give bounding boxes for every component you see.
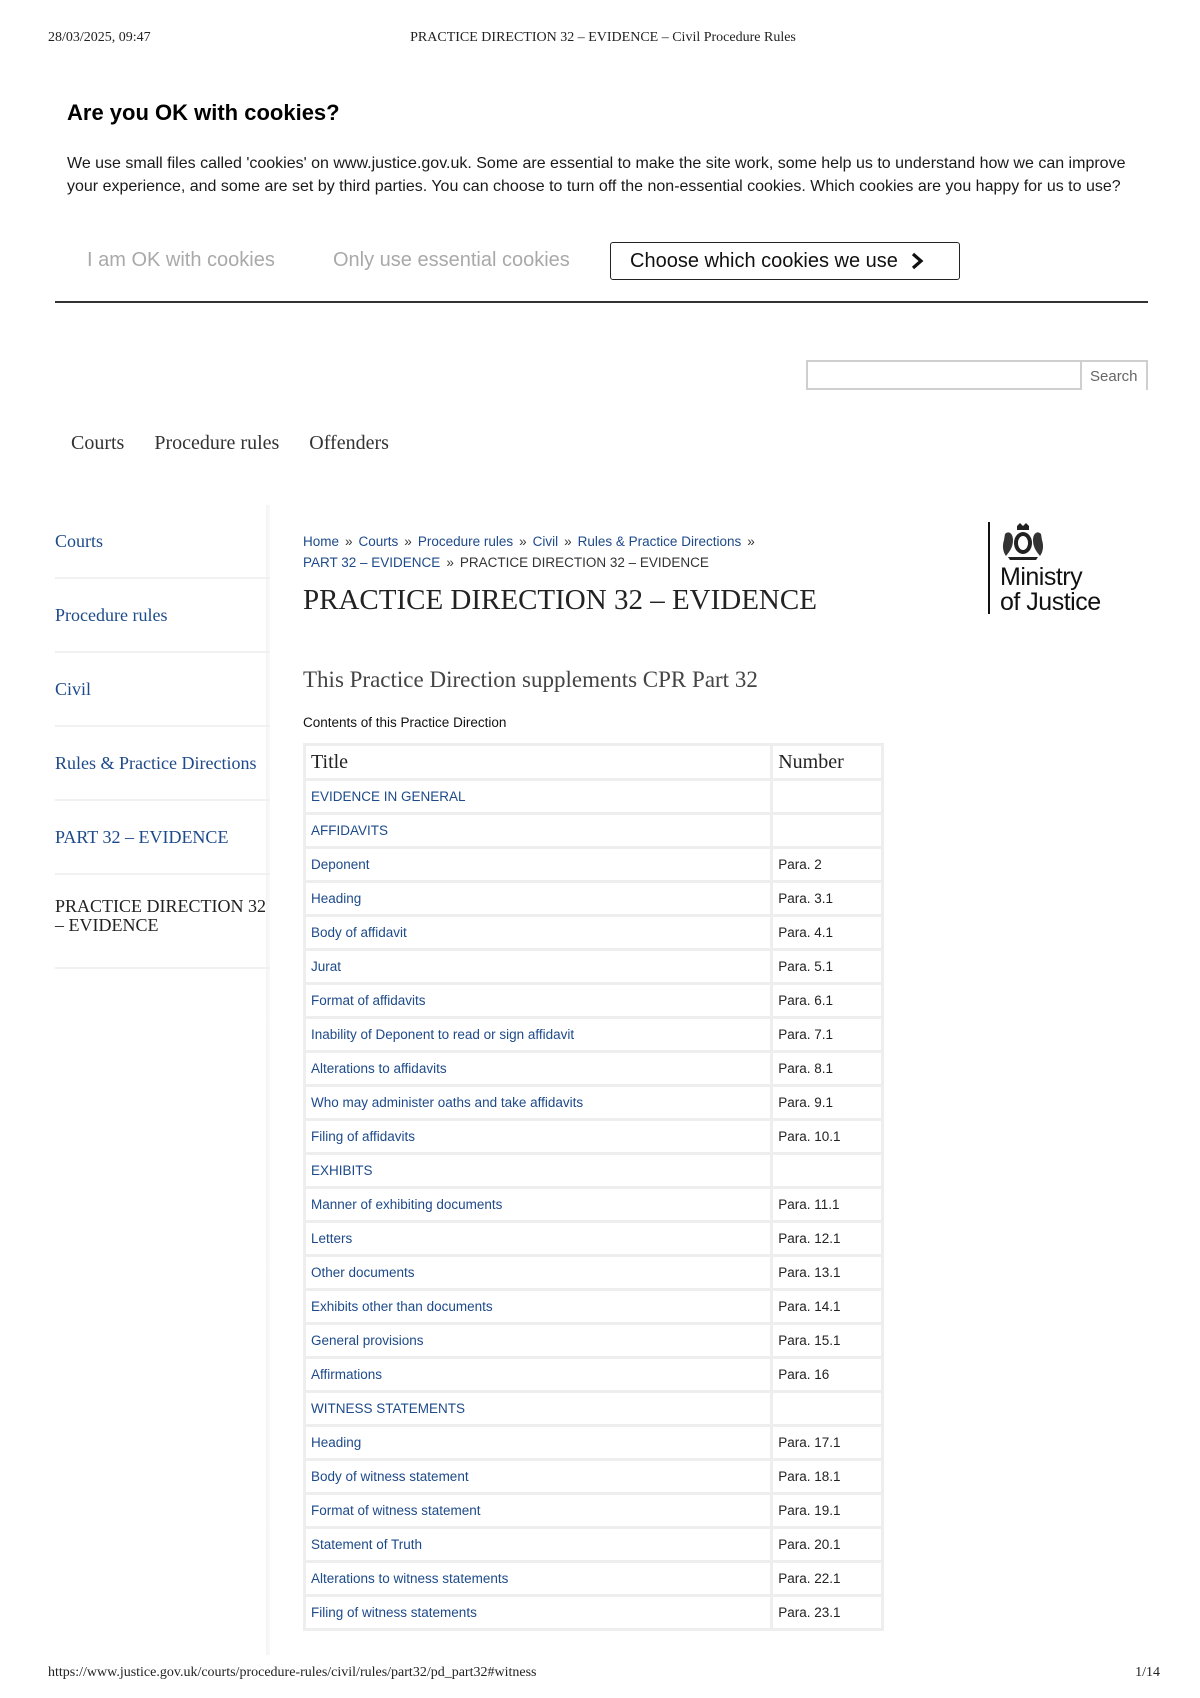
table-cell-number: Para. 18.1 [772, 1460, 883, 1494]
breadcrumb-procedure-rules[interactable]: Procedure rules [417, 534, 514, 549]
table-row [305, 1358, 883, 1392]
table-row [305, 1426, 883, 1460]
table-cell-title[interactable]: AFFIDAVITS [305, 814, 772, 848]
table-cell-number [772, 1154, 883, 1188]
breadcrumb-part-32[interactable]: PART 32 – EVIDENCE [303, 555, 441, 570]
table-cell-number: Para. 8.1 [772, 1052, 883, 1086]
sidebar-item-practice-direction-32[interactable]: PRACTICE DIRECTION 32 – EVIDENCE [55, 875, 270, 969]
table-cell-title[interactable]: Body of witness statement [305, 1460, 772, 1494]
breadcrumb-separator: » [747, 534, 755, 549]
table-header-row [305, 745, 883, 780]
table-cell-number: Para. 10.1 [772, 1120, 883, 1154]
table-row [305, 950, 883, 984]
table-row [305, 848, 883, 882]
table-row [305, 1596, 883, 1630]
table-row [305, 1256, 883, 1290]
table-row [305, 1528, 883, 1562]
table-cell-number: Para. 20.1 [772, 1528, 883, 1562]
contents-table [303, 743, 884, 1631]
table-cell-title[interactable]: Inability of Deponent to read or sign affidavit [305, 1018, 772, 1052]
table-cell-number: Para. 11.1 [772, 1188, 883, 1222]
logo-text-ministry: Ministry [1000, 563, 1083, 591]
table-row [305, 1324, 883, 1358]
table-cell-title[interactable]: Filing of witness statements [305, 1596, 772, 1630]
table-cell-title[interactable]: EXHIBITS [305, 1154, 772, 1188]
breadcrumb-separator: » [446, 555, 454, 570]
royal-crest-icon [1000, 522, 1046, 565]
table-row [305, 1460, 883, 1494]
table-row [305, 984, 883, 1018]
table-cell-number: Para. 2 [772, 848, 883, 882]
choose-cookies-label: Choose which cookies we use [630, 249, 898, 272]
table-cell-number: Para. 15.1 [772, 1324, 883, 1358]
table-cell-number [772, 780, 883, 814]
ministry-of-justice-logo[interactable] [988, 522, 1128, 616]
search-button[interactable]: Search [1082, 360, 1148, 390]
chevron-right-icon [910, 252, 924, 270]
cookie-banner-text: We use small files called 'cookies' on www.justice.gov.uk. Some are essential to make the site work, some help us to understand how we can improve your experience, and some are set by third parties. You can choose to turn off the non-essential cookies. Which cookies are you happy for us to use? [67, 155, 1126, 195]
table-cell-title[interactable]: Body of affidavit [305, 916, 772, 950]
breadcrumb-separator: » [404, 534, 412, 549]
table-cell-number: Para. 23.1 [772, 1596, 883, 1630]
table-cell-title[interactable]: Format of witness statement [305, 1494, 772, 1528]
page-title: PRACTICE DIRECTION 32 – EVIDENCE [303, 584, 817, 616]
breadcrumb-separator: » [564, 534, 572, 549]
sidebar [55, 505, 270, 1655]
table-cell-title[interactable]: Jurat [305, 950, 772, 984]
table-cell-title[interactable]: Alterations to affidavits [305, 1052, 772, 1086]
top-nav-procedure-rules[interactable]: Procedure rules [154, 432, 280, 454]
table-cell-title[interactable]: Format of affidavits [305, 984, 772, 1018]
breadcrumb-rules-practice-directions[interactable]: Rules & Practice Directions [577, 534, 742, 549]
table-cell-number: Para. 22.1 [772, 1562, 883, 1596]
table-row [305, 1290, 883, 1324]
print-footer [48, 1665, 1160, 1685]
table-row [305, 1562, 883, 1596]
choose-cookies-button[interactable] [610, 242, 960, 280]
table-row [305, 1494, 883, 1528]
table-cell-number: Para. 17.1 [772, 1426, 883, 1460]
table-cell-title[interactable]: Other documents [305, 1256, 772, 1290]
sidebar-item-courts[interactable]: Courts [55, 505, 270, 579]
table-row [305, 916, 883, 950]
table-cell-title[interactable]: General provisions [305, 1324, 772, 1358]
breadcrumb-civil[interactable]: Civil [532, 534, 559, 549]
top-nav-courts[interactable]: Courts [71, 432, 125, 454]
breadcrumb-current: PRACTICE DIRECTION 32 – EVIDENCE [459, 555, 709, 570]
essential-cookies-button[interactable]: Only use essential cookies [333, 249, 570, 271]
breadcrumb-home[interactable]: Home [303, 534, 340, 549]
search-input[interactable] [806, 360, 1082, 390]
print-datetime: 28/03/2025, 09:47 [48, 30, 151, 45]
print-page-number: 1/14 [1135, 1665, 1160, 1680]
table-cell-number: Para. 5.1 [772, 950, 883, 984]
table-cell-title[interactable]: Filing of affidavits [305, 1120, 772, 1154]
sidebar-item-part-32[interactable]: PART 32 – EVIDENCE [55, 801, 270, 875]
breadcrumb-separator: » [519, 534, 527, 549]
table-cell-title[interactable]: Alterations to witness statements [305, 1562, 772, 1596]
table-row [305, 814, 883, 848]
table-cell-title[interactable]: Who may administer oaths and take affidavits [305, 1086, 772, 1120]
column-header-number: Number [772, 745, 883, 780]
table-cell-number: Para. 3.1 [772, 882, 883, 916]
table-cell-number: Para. 14.1 [772, 1290, 883, 1324]
breadcrumb [303, 531, 803, 573]
table-row [305, 882, 883, 916]
table-cell-number [772, 1392, 883, 1426]
print-page-title: PRACTICE DIRECTION 32 – EVIDENCE – Civil Procedure Rules [410, 30, 796, 45]
table-row [305, 1052, 883, 1086]
table-cell-title[interactable]: Affirmations [305, 1358, 772, 1392]
logo-text-of-justice: of Justice [1000, 588, 1101, 616]
table-body [305, 780, 883, 1630]
table-cell-title[interactable]: EVIDENCE IN GENERAL [305, 780, 772, 814]
table-cell-title[interactable]: WITNESS STATEMENTS [305, 1392, 772, 1426]
table-cell-number: Para. 16 [772, 1358, 883, 1392]
table-cell-title[interactable]: Manner of exhibiting documents [305, 1188, 772, 1222]
table-row [305, 780, 883, 814]
contents-label: Contents of this Practice Direction [303, 715, 507, 730]
sidebar-item-civil[interactable]: Civil [55, 653, 270, 727]
table-row [305, 1222, 883, 1256]
table-row [305, 1154, 883, 1188]
cookie-banner-heading: Are you OK with cookies? [67, 100, 340, 125]
column-header-title: Title [305, 745, 772, 780]
table-cell-title[interactable]: Letters [305, 1222, 772, 1256]
table-cell-number: Para. 19.1 [772, 1494, 883, 1528]
table-cell-number [772, 814, 883, 848]
table-cell-title[interactable]: Deponent [305, 848, 772, 882]
print-header [48, 30, 1158, 50]
table-cell-number: Para. 13.1 [772, 1256, 883, 1290]
breadcrumb-courts[interactable]: Courts [358, 534, 399, 549]
table-cell-title[interactable]: Heading [305, 882, 772, 916]
table-cell-title[interactable]: Exhibits other than documents [305, 1290, 772, 1324]
accept-cookies-button[interactable]: I am OK with cookies [87, 249, 275, 271]
table-cell-number: Para. 9.1 [772, 1086, 883, 1120]
page-subtitle: This Practice Direction supplements CPR Part 32 [303, 667, 758, 692]
breadcrumb-separator: » [345, 534, 353, 549]
top-nav [71, 432, 389, 456]
table-row [305, 1018, 883, 1052]
table-row [305, 1086, 883, 1120]
table-row [305, 1188, 883, 1222]
table-cell-number: Para. 6.1 [772, 984, 883, 1018]
table-cell-title[interactable]: Statement of Truth [305, 1528, 772, 1562]
table-cell-title[interactable]: Heading [305, 1426, 772, 1460]
sidebar-item-rules-practice-directions[interactable]: Rules & Practice Directions [55, 727, 270, 801]
table-cell-number: Para. 4.1 [772, 916, 883, 950]
table-row [305, 1392, 883, 1426]
table-row [305, 1120, 883, 1154]
print-url: https://www.justice.gov.uk/courts/procedure-rules/civil/rules/part32/pd_part32#witness [48, 1665, 537, 1680]
cookie-banner-divider [55, 301, 1148, 303]
table-cell-number: Para. 12.1 [772, 1222, 883, 1256]
logo-rule [988, 522, 990, 614]
top-nav-offenders[interactable]: Offenders [309, 432, 389, 454]
table-cell-number: Para. 7.1 [772, 1018, 883, 1052]
sidebar-item-procedure-rules[interactable]: Procedure rules [55, 579, 270, 653]
